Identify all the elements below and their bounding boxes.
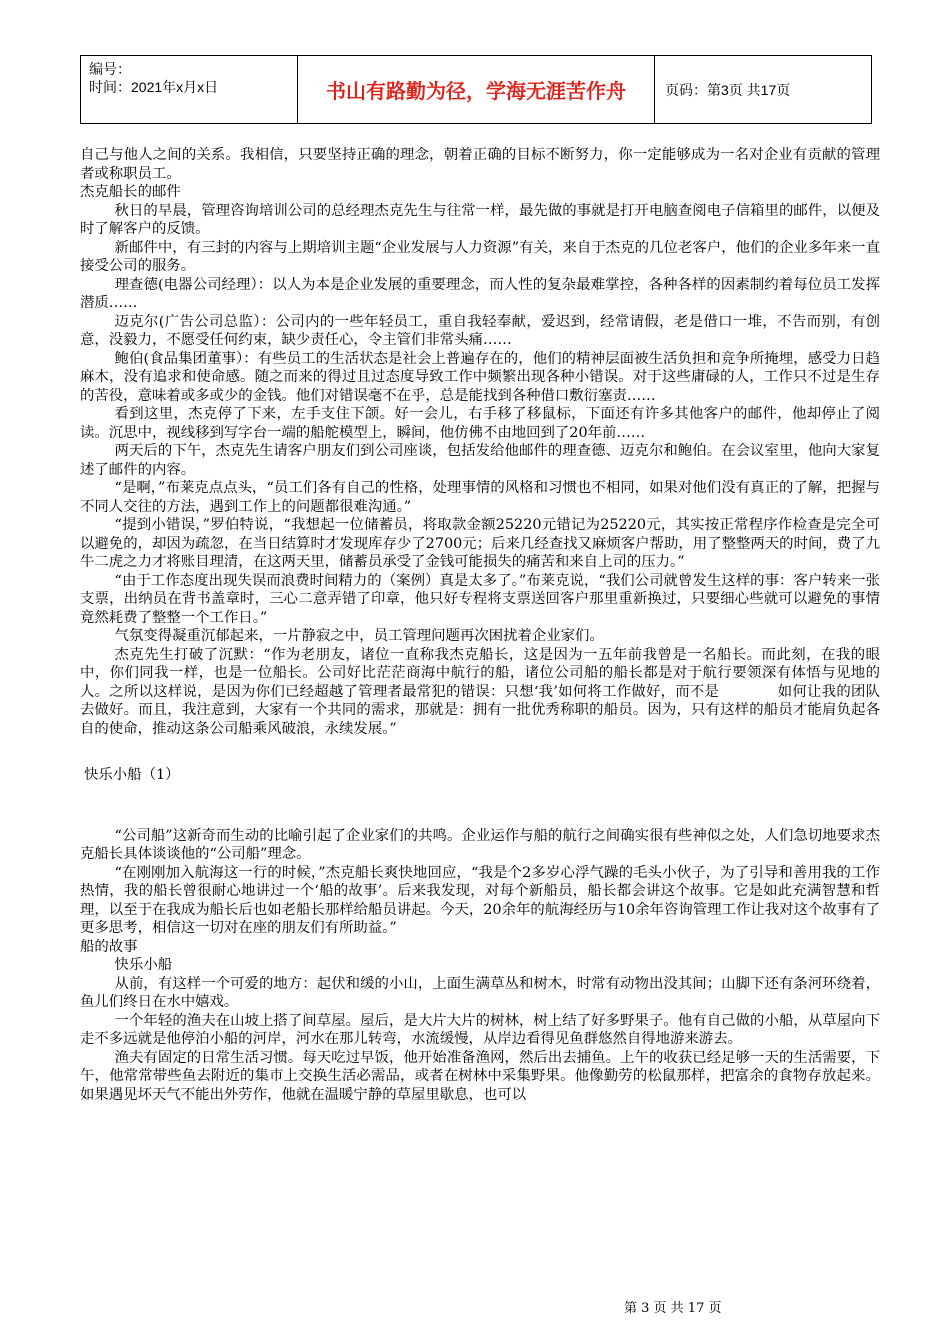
document-number-label: 编号：: [89, 61, 131, 77]
paragraph: 理查德(电器公司经理）：以人为本是企业发展的重要理念，而人性的复杂最难掌控，各种各样的因素制约着每位员工发挥潜质……: [80, 276, 880, 311]
paragraph: 气氛变得凝重沉郁起来，一片静寂之中，员工管理问题再次困扰着企业家们。: [114, 628, 604, 644]
document-time-label: 时间：2021年x月x日: [89, 79, 219, 95]
header-meta: [81, 56, 298, 123]
paragraph: 一个年轻的渔夫在山坡上搭了间草屋。屋后，是大片大片的树林，树上结了好多野果子。他有自己做的小船，从草屋向下走不多远就是他停泊小船的河岸，河水在那儿转弯，水流缓慢，从岸边看得见鱼群悠然自得地游来游去。: [80, 1012, 880, 1047]
paragraph: “在刚刚加入航海这一行的时候，”杰克船长爽快地回应，“我是个2多岁心浮气躁的毛头小伙子，为了引导和善用我的工作热情，我的船长曾很耐心地讲过一个‘船的故事’。后来我发现，对每个新船员，船长都会讲这个故事。它是如此充满智慧和哲理，以至于在我成为船长后也如老船长那样给船员讲起。今天，20余年的航海经历与10余年咨询管理工作让我对这个故事有了更多思考，相信这一切对在座的朋友们有所助益。”: [80, 864, 880, 936]
paragraph: 鲍伯(食品集团董事）：有些员工的生活状态是社会上普遍存在的，他们的精神层面被生活负担和竞争所掩埋，感受力日趋麻木，没有追求和使命感。随之而来的得过且过态度导致工作中频繁出现各种小错误。对于这些庸碌的人，工作只不过是生存的苦役，意味着或多或少的金钱。他们对错误毫不在乎，总是能找到各种借口敷衍塞责……: [80, 350, 880, 404]
header-page-info: 页码：第3页 共17页: [665, 81, 791, 98]
subsection-heading: 快乐小船: [114, 957, 173, 973]
section-heading: 船的故事: [80, 938, 138, 955]
paragraph: “公司船”这新奇而生动的比喻引起了企业家们的共鸣。企业运作与船的航行之间确实很有些神似之处，人们急切地要求杰克船长具体谈谈他的“公司船”理念。: [80, 827, 880, 862]
paragraph: 看到这里，杰克停了下来，左手支住下颌。好一会儿，右手移了移鼠标，下面还有许多其他客户的邮件，他却停止了阅读。沉思中，视线移到写字台一端的船舵模型上，瞬间，他仿佛不由地回到了20年前……: [80, 406, 880, 441]
paragraph: 两天后的下午，杰克先生请客户朋友们到公司座谈，包括发给他邮件的理查德、迈克尔和鲍伯。在会议室里，他向大家复述了邮件的内容。: [80, 443, 880, 478]
paragraph: “由于工作态度出现失误而浪费时间精力的（案例）真是太多了。”布莱克说，“我们公司就曾发生这样的事：客户转来一张支票，出纳员在背书盖章时，三心二意弄错了印章，他只好专程将支票送回客户那里重新换过，只要细心些就可以避免的事情竟然耗费了整整一个工作日。”: [80, 572, 880, 626]
header-motto: 书山有路勤为径，学海无涯苦作舟: [298, 56, 655, 123]
paragraph: 从前，有这样一个可爱的地方：起伏和缓的小山，上面生满草丛和树木，时常有动物出没其间；山脚下还有条河环绕着，鱼儿们终日在水中嬉戏。: [80, 975, 880, 1010]
paragraph: 迈克尔(广告公司总监）：公司内的一些年轻员工，重自我轻奉献，爱迟到，经常请假，老是借口一堆，不告而别，有创意，没毅力，不愿受任何约束，缺少责任心，令主管们非常头痛……: [80, 313, 880, 348]
paragraph: “提到小错误，”罗伯特说，“我想起一位储蓄员，将取款金额25220元错记为25220元，其实按正常程序作检查是完全可以避免的，却因为疏忽，在当日结算时才发现库存少了2700元；后来几经查找又麻烦客户帮助，用了整整两天的时间，费了九牛二虎之力才将账目理清，在这两天里，储蓄员承受了金钱可能损失的痛苦和来自上司的压力。”: [80, 517, 880, 570]
section-heading: 杰克船长的邮件: [80, 184, 181, 200]
paragraph: 自己与他人之间的关系。我相信，只要坚持正确的理念，朝着正确的目标不断努力，你一定能够成为一名对企业有贡献的管理者或称职员工。: [80, 147, 880, 182]
document-body: [80, 146, 880, 1104]
paragraph: 新邮件中，有三封的内容与上期培训主题“企业发展与人力资源”有关，来自于杰克的几位老客户，他们的企业多年来一直接受公司的服务。: [80, 239, 880, 274]
page-header: [80, 55, 872, 124]
paragraph: “是啊，”布莱克点点头，“员工们各有自己的性格，处理事情的风格和习惯也不相同，如果对他们没有真正的了解，把握与不同人交往的方法，遇到工作上的问题都很难沟通。”: [80, 480, 880, 515]
section-heading: 快乐小船（1）: [84, 767, 180, 783]
paragraph: 杰克先生打破了沉默：“作为老朋友，诸位一直称我杰克船长，这是因为一五年前我曾是一名船长。而此刻，在我的眼中，你们同我一样，也是一位船长。公司好比茫茫商海中航行的船，诸位公司船的船长都是对于航行要领深有体悟与见地的人。之所以这样说，是因为你们已经超越了管理者最常犯的错误：只想‘我’如何将工作做好，而不是 如何让我的团队去做好。而且，我注意到，大家有一个共同的需求，那就是：拥有一批优秀称职的船员。因为，只有这样的船员才能肩负起各自的使命，推动这条公司船乘风破浪，永续发展。”: [80, 646, 880, 737]
paragraph: 渔夫有固定的日常生活习惯。每天吃过早饭，他开始准备渔网，然后出去捕鱼。上午的收获已经足够一天的生活需要，下午，他常常带些鱼去附近的集市上交换生活必需品，或者在树林中采集野果。他像勤劳的松鼠那样，把富余的食物存放起来。如果遇见坏天气不能出外劳作，他就在温暖宁静的草屋里歇息，也可以: [80, 1049, 880, 1103]
paragraph: 秋日的早晨，管理咨询培训公司的总经理杰克先生与往常一样，最先做的事就是打开电脑查阅电子信箱里的邮件，以便及时了解客户的反馈。: [80, 202, 880, 237]
page-footer: 第 3 页 共 17 页: [624, 1301, 722, 1316]
